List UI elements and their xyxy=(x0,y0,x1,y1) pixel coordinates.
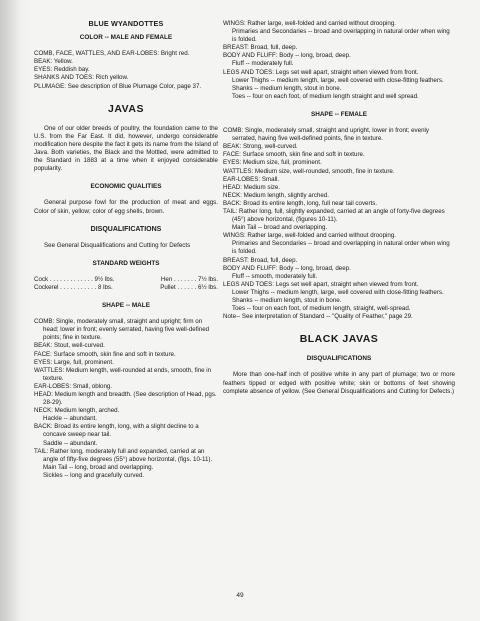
text-line: Lower Thighs -- medium length, large, well covered with close-fitting feathers. xyxy=(232,288,444,296)
text-line: BODY AND FLUFF: Body -- long, broad, deep. xyxy=(223,264,351,272)
text-line: LEGS AND TOES: Legs set well apart, straight when viewed from front. xyxy=(223,280,419,288)
text-line: EAR-LOBES: Small. xyxy=(223,175,280,183)
text-line: WINGS: Rather large, well-folded and carried without drooping. xyxy=(223,20,396,27)
text-line: WINGS: Rather large, well-folded and carried without drooping. xyxy=(223,232,396,240)
text-line: Sickles -- long and gracefully curved. xyxy=(43,471,145,479)
heading-color-male-female: COLOR -- MALE AND FEMALE xyxy=(79,34,173,42)
text-line: Saddle -- abundant. xyxy=(43,439,98,447)
text-line: Shanks -- medium length, stout in bone. xyxy=(232,297,342,304)
text-line: Fluff -- moderately full. xyxy=(232,60,294,68)
text-line: BEAK: Stout, well-curved. xyxy=(34,342,105,350)
text-line: BODY AND FLUFF: Body -- long, broad, deep. xyxy=(223,52,351,60)
text-line: Lower Thighs -- medium length, large, well covered with close-fitting feathers. xyxy=(232,76,444,84)
text-line: COMB: Single, moderately small, straight and upright, lower in front; evenly serrated, having five well-defined points, fine in texture. xyxy=(223,127,429,143)
scan-edge-shadow xyxy=(0,0,30,621)
text-line: EYES: Reddish bay. xyxy=(34,66,90,74)
text-line: EAR-LOBES: Small, oblong. xyxy=(34,382,113,390)
weights-row-1 xyxy=(34,276,218,284)
text-line: NECK: Medium length, slightly arched. xyxy=(223,191,329,199)
text-line: WATTLES: Medium size, well-rounded, smooth, fine in texture. xyxy=(223,167,395,175)
black-disqualifications-text: More than one-half inch of positive white in any part of plumage; two or more feathers tipped or edged with positive white; skin or bottoms of feet showing complete absence of yellow. (See General Disqualifications and Cutting for Defects.) xyxy=(223,371,455,395)
javas-intro: One of our older breeds of poultry, the foundation came to the U.S. from the Far East. It did, however, undergo considerable modification here despite the fact it gets its name from the Island of Java. Both varieties, the Black and the Mottled, were admitted to the Standard in 1883 at a time when it enjoyed considerable popularity. xyxy=(34,124,218,173)
heading-shape-female: SHAPE -- FEMALE xyxy=(310,110,368,118)
text-line: Main Tail -- broad and overlapping. xyxy=(232,224,328,232)
text-line: BEAK: Strong, well-curved. xyxy=(223,143,298,151)
text-line: Toes -- four on each foot, of medium length, straight, well-spread. xyxy=(232,305,411,313)
text-line: NECK: Medium length, arched. xyxy=(34,407,120,415)
text-line: EYES: Large, full, prominent. xyxy=(34,358,114,366)
text-line: Main Tail -- long, broad and overlapping. xyxy=(43,463,154,471)
weights-row-2 xyxy=(34,284,218,292)
text-line: PLUMAGE: See description of Blue Plumage Color, page 37. xyxy=(34,82,202,90)
text-line: BACK: Broad its entire length, long, with a slight decline to a concave sweep near tail. xyxy=(34,423,199,439)
text-line: LEGS AND TOES: Legs set well apart, straight when viewed from front. xyxy=(223,68,419,76)
section-title-black-javas: BLACK JAVAS xyxy=(299,333,379,346)
heading-economic-qualities: ECONOMIC QUALITIES xyxy=(90,183,162,191)
color-list xyxy=(34,50,218,90)
disqualifications-text: See General Disqualifications and Cutting for Defects xyxy=(44,241,191,249)
text-line: Primaries and Secondaries -- broad and overlapping in natural order when wing is folded. xyxy=(232,28,450,44)
text-line: WATTLES: Medium length, well-rounded at ends, smooth, fine in texture. xyxy=(34,366,212,382)
text-line: SHANKS AND TOES: Rich yellow. xyxy=(34,74,129,82)
text-line: Primaries and Secondaries -- broad and overlapping in natural order when wing is folded. xyxy=(232,240,450,256)
text-line: Shanks -- medium length, stout in bone. xyxy=(232,84,342,92)
text-line: Fluff -- smooth, moderately full. xyxy=(232,272,318,280)
text-line: COMB: Single, moderately small, straight and upright; firm on head; lower in front; evenly serrated, having five well-defined points; fine in texture. xyxy=(34,318,210,342)
weight-cock: Cock . . . . . . . . . . . . . 9½ lbs. xyxy=(34,275,115,283)
text-line: BEAK: Yellow. xyxy=(34,58,73,66)
text-line: BREAST: Broad, full, deep. xyxy=(223,44,298,52)
heading-black-disqualifications: DISQUALIFICATIONS xyxy=(306,355,372,363)
economic-qualities-text: General purpose fowl for the production of meat and eggs. Color of skin, yellow; color of egg shells, brown. xyxy=(34,199,218,215)
heading-shape-male: SHAPE -- MALE xyxy=(102,302,150,310)
text-line: HEAD: Medium size. xyxy=(223,183,281,191)
shape-male-continued xyxy=(223,20,455,101)
text-line: FACE: Surface smooth, skin fine and soft in texture. xyxy=(34,350,176,358)
weight-cockerel: Cockerel . . . . . . . . . . . 8 lbs. xyxy=(34,283,113,291)
weight-pullet: Pullet . . . . . . 6½ lbs. xyxy=(160,283,218,291)
section-title-blue-wyandottes: BLUE WYANDOTTES xyxy=(88,19,164,28)
text-line: TAIL: Rather long, full, slightly expanded, carried at an angle of forty-five degrees (45°) above horizontal, (figures 10-11). xyxy=(223,207,445,224)
text-line: Note-- See interpretation of Standard -- "Quality of Feather," page 29. xyxy=(223,313,413,321)
shape-male-list xyxy=(34,318,218,480)
text-line: BREAST: Broad, full, deep. xyxy=(223,256,298,264)
text-line: BACK: Broad its entire length, long, full near tail coverts. xyxy=(223,199,378,207)
text-line: HEAD: Medium length and breadth. (See description of Head, pgs. 28-29). xyxy=(34,391,217,407)
text-line: FACE: Surface smooth, skin fine and soft in texture. xyxy=(223,151,365,159)
heading-disqualifications: DISQUALIFICATIONS xyxy=(90,225,162,233)
text-line: Hackle -- abundant. xyxy=(43,415,97,423)
right-column xyxy=(223,20,455,396)
weight-hen: Hen . . . . . . . 7½ lbs. xyxy=(160,275,218,283)
text-line: Toes -- four on each foot, of medium length straight and well spread. xyxy=(232,92,419,100)
text-line: TAIL: Rather long, moderately full and expanded, carried at an angle of fifty-five degrees (55°) above horizontal, (figs. 10-11). xyxy=(34,447,213,463)
shape-female-list xyxy=(223,127,455,321)
page-number: 49 xyxy=(236,592,244,599)
text-line: EYES: Medium size, full, prominent. xyxy=(223,159,322,167)
text-line: COMB, FACE, WATTLES, AND EAR-LOBES: Bright red. xyxy=(34,50,190,58)
heading-standard-weights: STANDARD WEIGHTS xyxy=(92,259,160,267)
section-title-javas: JAVAS xyxy=(108,102,144,115)
left-column xyxy=(34,20,218,480)
